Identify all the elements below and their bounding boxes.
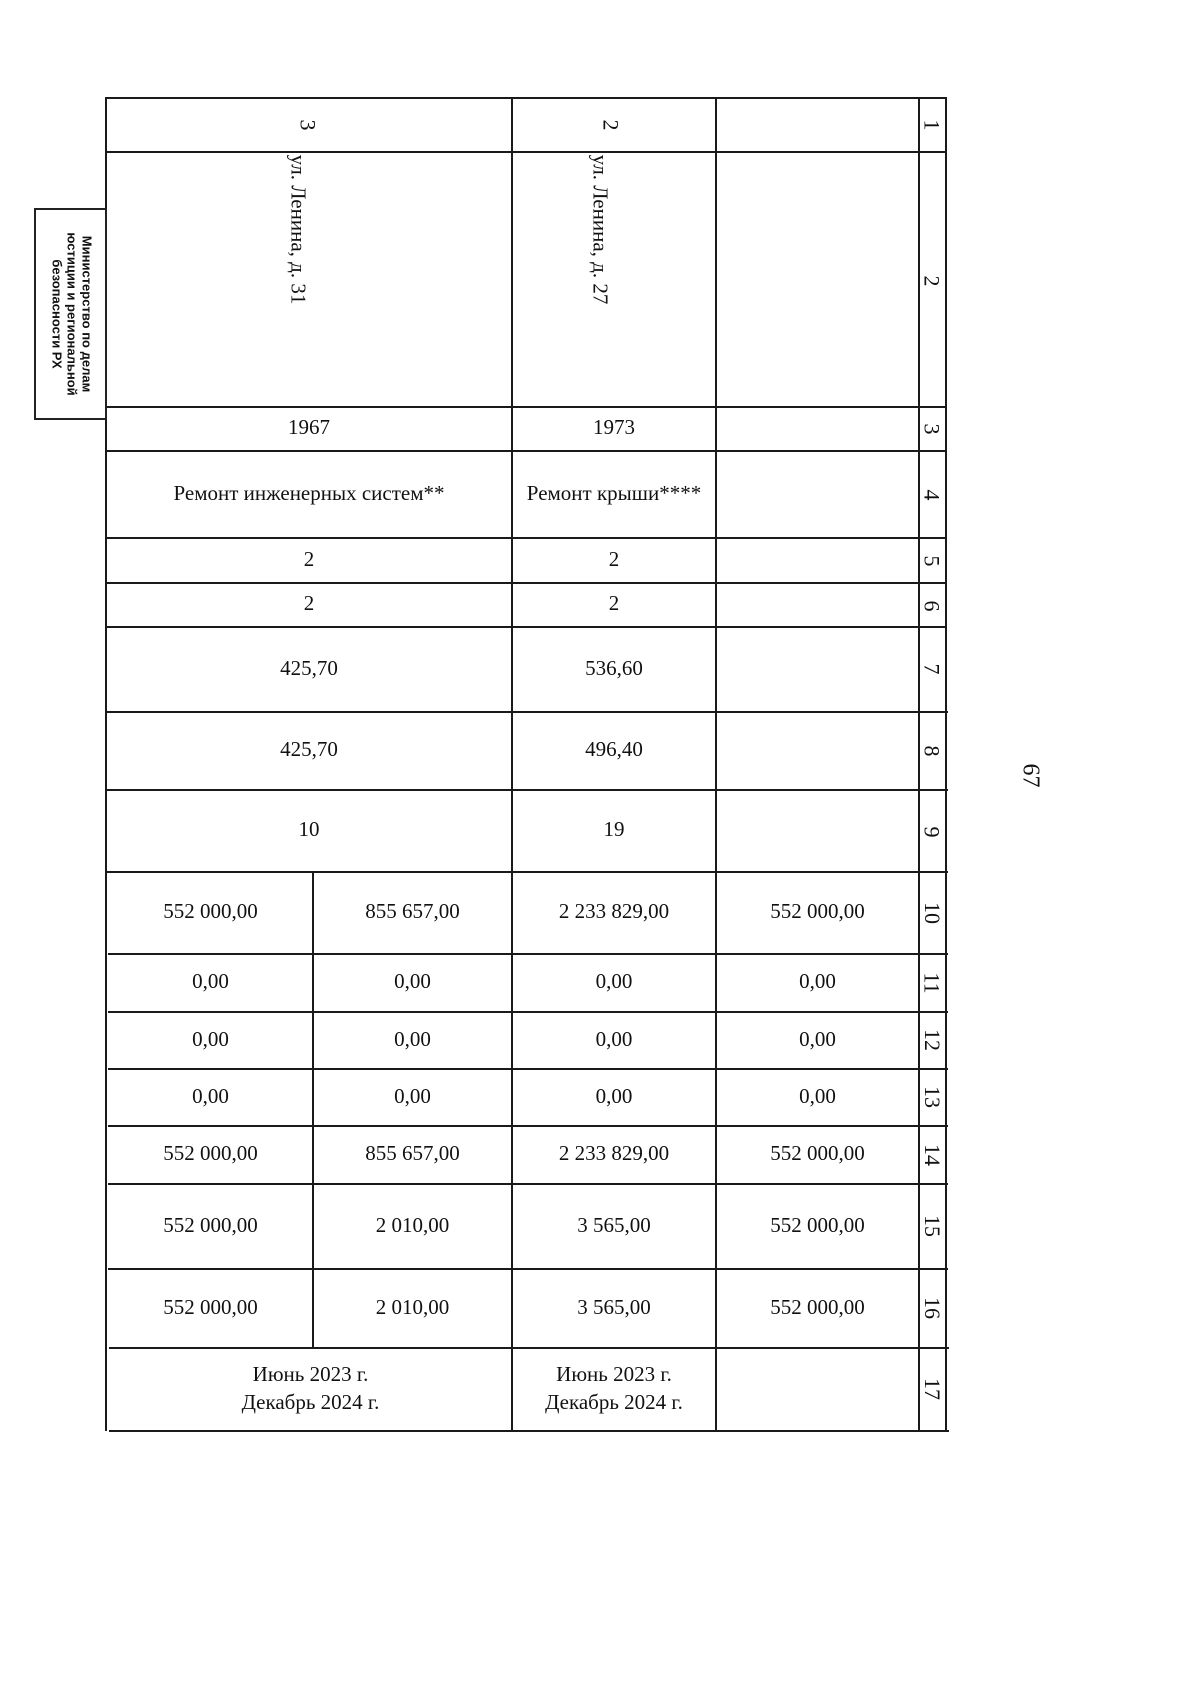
stamp-text: Министерство по делам юстиции и региональной безопасности РХ (49, 232, 94, 396)
work-term: Июнь 2023 г. Декабрь 2024 г. (241, 1362, 380, 1414)
total-area: 425,70 (280, 655, 338, 680)
column-number: 15 (920, 1215, 945, 1237)
entry-number: 3 (295, 119, 321, 131)
cost-cell: 552 000,00 (163, 1141, 258, 1166)
cost-cell: 3 565,00 (577, 1294, 651, 1319)
build-year: 1967 (288, 415, 330, 440)
cost-cell: 0,00 (192, 1083, 229, 1108)
column-number: 12 (920, 1029, 945, 1051)
entry-number: 2 (598, 119, 624, 131)
cost-cell: 0,00 (394, 969, 431, 994)
column-number: 4 (919, 489, 945, 501)
cost-cell: 552 000,00 (163, 1294, 258, 1319)
column-number: 6 (919, 600, 945, 612)
column-number: 7 (919, 663, 945, 675)
column-number: 11 (919, 972, 945, 994)
cost-cell: 0,00 (595, 1026, 633, 1051)
cost-cell: 2 233 829,00 (558, 1141, 670, 1166)
column-number: 16 (920, 1297, 945, 1319)
floors: 2 (303, 546, 315, 571)
residents: 19 (603, 817, 625, 842)
cost-cell: 0,00 (192, 1026, 229, 1051)
cost-cell: 552 000,00 (163, 899, 258, 924)
cost-cell: 855 657,00 (365, 1141, 460, 1166)
cost-cell: 0,00 (192, 969, 229, 994)
cost-cell: 3 565,00 (577, 1212, 651, 1237)
cost-cell: 552 000,00 (770, 1212, 865, 1237)
cost-cell: 0,00 (799, 1026, 836, 1051)
living-area: 496,40 (585, 737, 643, 762)
entrances: 2 (303, 591, 315, 616)
living-area: 425,70 (280, 737, 338, 762)
cost-cell: 0,00 (394, 1026, 431, 1051)
floors: 2 (608, 546, 620, 571)
ministry-stamp (34, 208, 107, 420)
column-number: 17 (920, 1378, 945, 1400)
cost-cell: 0,00 (595, 969, 633, 994)
column-number: 8 (919, 745, 945, 757)
build-year: 1973 (593, 415, 635, 440)
cost-cell: 2 233 829,00 (558, 899, 670, 924)
cost-cell: 552 000,00 (770, 1141, 865, 1166)
repair-type: Ремонт крыши**** (526, 480, 702, 505)
column-number: 13 (920, 1086, 945, 1108)
cost-cell: 0,00 (799, 1083, 836, 1108)
cost-cell: 0,00 (799, 969, 836, 994)
cost-cell: 552 000,00 (770, 1294, 865, 1319)
cost-cell: 855 657,00 (365, 899, 460, 924)
entrances: 2 (608, 591, 620, 616)
work-term: Июнь 2023 г. Декабрь 2024 г. (545, 1362, 683, 1414)
entry-address: ул. Ленина, д. 27 (588, 154, 613, 305)
cost-cell: 552 000,00 (770, 899, 865, 924)
column-number: 10 (920, 902, 945, 924)
cost-cell: 0,00 (595, 1083, 633, 1108)
total-area: 536,60 (585, 655, 643, 680)
page-number: 67 (1017, 763, 1044, 788)
column-number: 9 (919, 826, 945, 838)
cost-cell: 552 000,00 (163, 1212, 258, 1237)
column-number: 14 (920, 1144, 945, 1166)
cost-cell: 2 010,00 (375, 1294, 450, 1319)
column-number: 1 (919, 119, 945, 131)
column-number: 5 (919, 555, 945, 567)
repair-type: Ремонт инженерных систем** (173, 480, 445, 505)
column-number: 3 (919, 423, 945, 435)
entry-address: ул. Ленина, д. 31 (286, 154, 311, 305)
column-number: 2 (919, 275, 945, 287)
cost-cell: 0,00 (394, 1083, 431, 1108)
cost-cell: 2 010,00 (375, 1212, 450, 1237)
residents: 10 (298, 817, 320, 842)
